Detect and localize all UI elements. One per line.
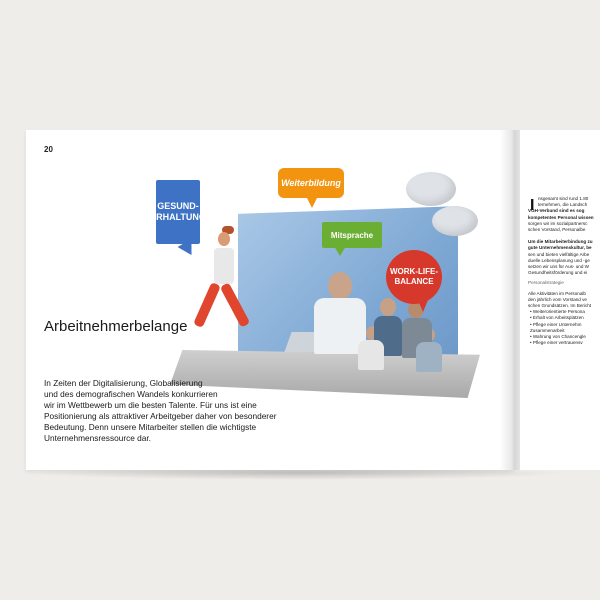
text-line: nsgesamt sind rund 1.80	[538, 196, 589, 201]
dropcap: I	[530, 197, 535, 214]
family-group	[350, 298, 450, 378]
paragraph-line: und des demografischen Wandels konkurrieren	[44, 389, 218, 399]
text-line: Gesundheitsförderung und ei	[528, 270, 588, 276]
person-body	[416, 342, 442, 372]
text-line: duelle Lebensplanung und -ge	[528, 257, 590, 263]
bubble-tail	[334, 246, 346, 256]
bubble-text: Weiterbildung	[281, 178, 341, 188]
text-line: sorgen wir im sozialpartnersc	[528, 220, 588, 226]
bullet-item: • Erhalt von Arbeitsplätzen	[530, 315, 584, 321]
speech-bubble-mitsprache	[322, 222, 382, 248]
person-body	[358, 340, 384, 370]
hero-collage	[150, 168, 480, 408]
bubble-tail	[306, 196, 318, 208]
paragraph-line: Bedeutung. Denn unsere Mitarbeiter stellen die wichtigste	[44, 422, 257, 432]
paragraph-line: Positionierung als attraktiver Arbeitgeber daher von besonderer	[44, 411, 277, 421]
bubble-text: ERHALTUNG	[150, 212, 206, 222]
speech-bubble-gesundheit	[150, 180, 206, 244]
intro-paragraph	[44, 378, 344, 444]
page-number: 20	[44, 145, 53, 154]
runner-torso	[214, 248, 234, 284]
paragraph-line: wir im Wettbewerb um die besten Talente. Für uns ist eine	[44, 400, 257, 410]
bubble-text: WORK-LIFE-	[390, 267, 438, 276]
bullet-item: • Wahrung von Chancengle	[530, 334, 586, 340]
text-line: Um die Mitarbeiterbindung zu	[528, 239, 593, 245]
bubble-tail	[418, 300, 428, 312]
bullet-item: • Weiterorientierte Persona	[530, 309, 585, 315]
runner-head	[218, 232, 230, 246]
speech-bubble-weiterbildung	[278, 168, 344, 198]
bullet-item: Zusammenarbeit	[530, 327, 565, 333]
text-line: sen und bieten vielfältige Arbe	[528, 251, 590, 257]
text-line: schen Grundsätzen. Im Bericht	[528, 303, 592, 309]
text-line: den jährlich vom Vorstand ve	[528, 296, 587, 302]
text-line: setzen wir uns für Aus- und W	[528, 264, 590, 270]
paragraph-line: In Zeiten der Digitalisierung, Globalisierung	[44, 378, 203, 388]
subheading: Personalstrategie	[528, 280, 564, 286]
text-line: VGH-Verbund sind es sog	[528, 208, 585, 214]
bubble-text: Mitsprache	[330, 230, 374, 240]
text-line: gute Unternehmenskultur, be	[528, 245, 592, 251]
speech-bubble-work-life-balance	[386, 250, 442, 304]
bullet-item: • Pflege einer vertrauensv	[530, 340, 583, 346]
cloud-icon	[432, 206, 478, 236]
runner-leg	[193, 282, 221, 328]
text-line: kompetentes Personal wissen	[528, 214, 594, 220]
text-line: ternehmen, die Landsch	[538, 202, 588, 208]
man-head	[328, 272, 352, 300]
right-page-text	[528, 196, 600, 346]
bubble-text: GESUND-	[157, 201, 199, 211]
bullet-item: • Pflege einer Unternehm	[530, 321, 582, 327]
text-line: Alle Aktivitäten im Personalb	[528, 290, 586, 296]
paragraph-line: Unternehmensressource dar.	[44, 433, 151, 443]
person-head	[380, 298, 396, 316]
bubble-text: BALANCE	[394, 277, 434, 286]
section-heading: Arbeitnehmerbelange	[44, 318, 188, 335]
text-line: schen Vorstand, Personalbe	[528, 227, 586, 233]
cloud-icon	[406, 172, 456, 206]
